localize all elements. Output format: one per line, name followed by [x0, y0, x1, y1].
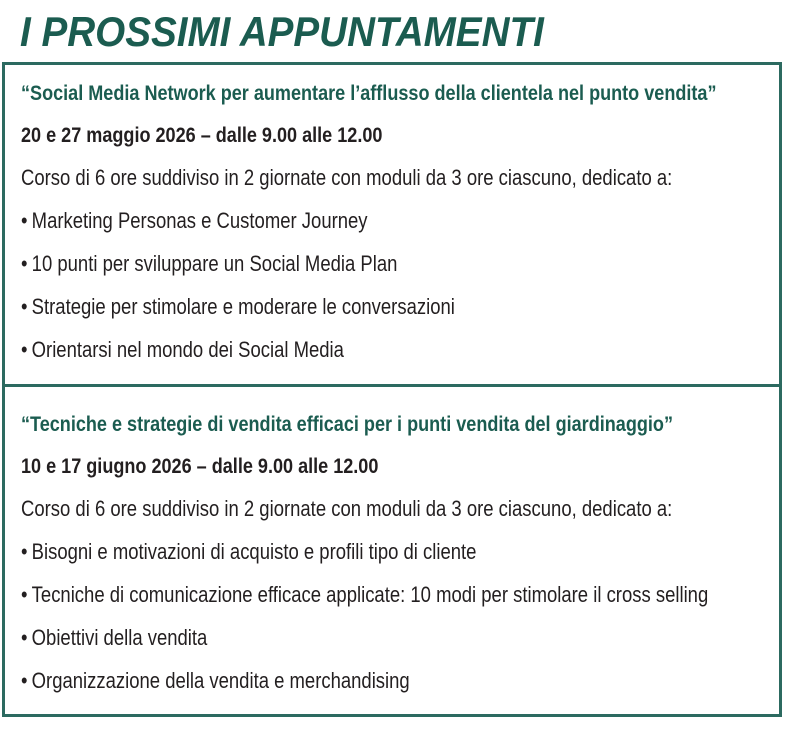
bullet-icon: •: [21, 539, 28, 564]
list-item: [21, 625, 651, 651]
bullet-icon: •: [21, 208, 28, 233]
course-title: “Tecniche e strategie di vendita efficaci per i punti vendita del giardinaggio”: [21, 413, 673, 436]
appointments-box: [2, 62, 782, 717]
list-item: [21, 251, 651, 277]
list-item-text: Tecniche di comunicazione efficace applicate: 10 modi per stimolare il cross selling: [31, 582, 709, 607]
list-item-text: Strategie per stimolare e moderare le conversazioni: [31, 294, 455, 319]
course-dates: 20 e 27 maggio 2026 – dalle 9.00 alle 12.00: [21, 124, 383, 147]
list-item-text: Bisogni e motivazioni di acquisto e profili tipo di cliente: [31, 539, 477, 564]
bullet-icon: •: [21, 582, 28, 607]
course-dates: 10 e 17 giugno 2026 – dalle 9.00 alle 12.00: [21, 455, 379, 478]
course-intro: Corso di 6 ore suddiviso in 2 giornate con moduli da 3 ore ciascuno, dedicato a:: [21, 165, 673, 190]
list-item-text: Obiettivi della vendita: [31, 625, 208, 650]
course-section-1: [21, 81, 771, 363]
list-item-text: Orientarsi nel mondo dei Social Media: [31, 337, 344, 362]
list-item: [21, 337, 651, 363]
course-title: “Social Media Network per aumentare l’afflusso della clientela nel punto vendita”: [21, 82, 717, 105]
list-item: [21, 539, 651, 565]
list-item: [21, 208, 651, 234]
bullet-icon: •: [21, 337, 28, 362]
bullet-icon: •: [21, 668, 28, 693]
list-item: [21, 668, 651, 694]
bullet-icon: •: [21, 294, 28, 319]
bullet-icon: •: [21, 625, 28, 650]
course-intro: Corso di 6 ore suddiviso in 2 giornate con moduli da 3 ore ciascuno, dedicato a:: [21, 496, 673, 521]
bullet-icon: •: [21, 251, 28, 276]
list-item-text: Marketing Personas e Customer Journey: [31, 208, 368, 233]
list-item: [21, 582, 709, 608]
list-item: [21, 294, 651, 320]
list-item-text: Organizzazione della vendita e merchandising: [31, 668, 410, 693]
list-item-text: 10 punti per sviluppare un Social Media Plan: [31, 251, 398, 276]
course-section-2: [21, 412, 771, 694]
section-divider: [5, 384, 779, 387]
page-title: I PROSSIMI APPUNTAMENTI: [20, 8, 544, 55]
